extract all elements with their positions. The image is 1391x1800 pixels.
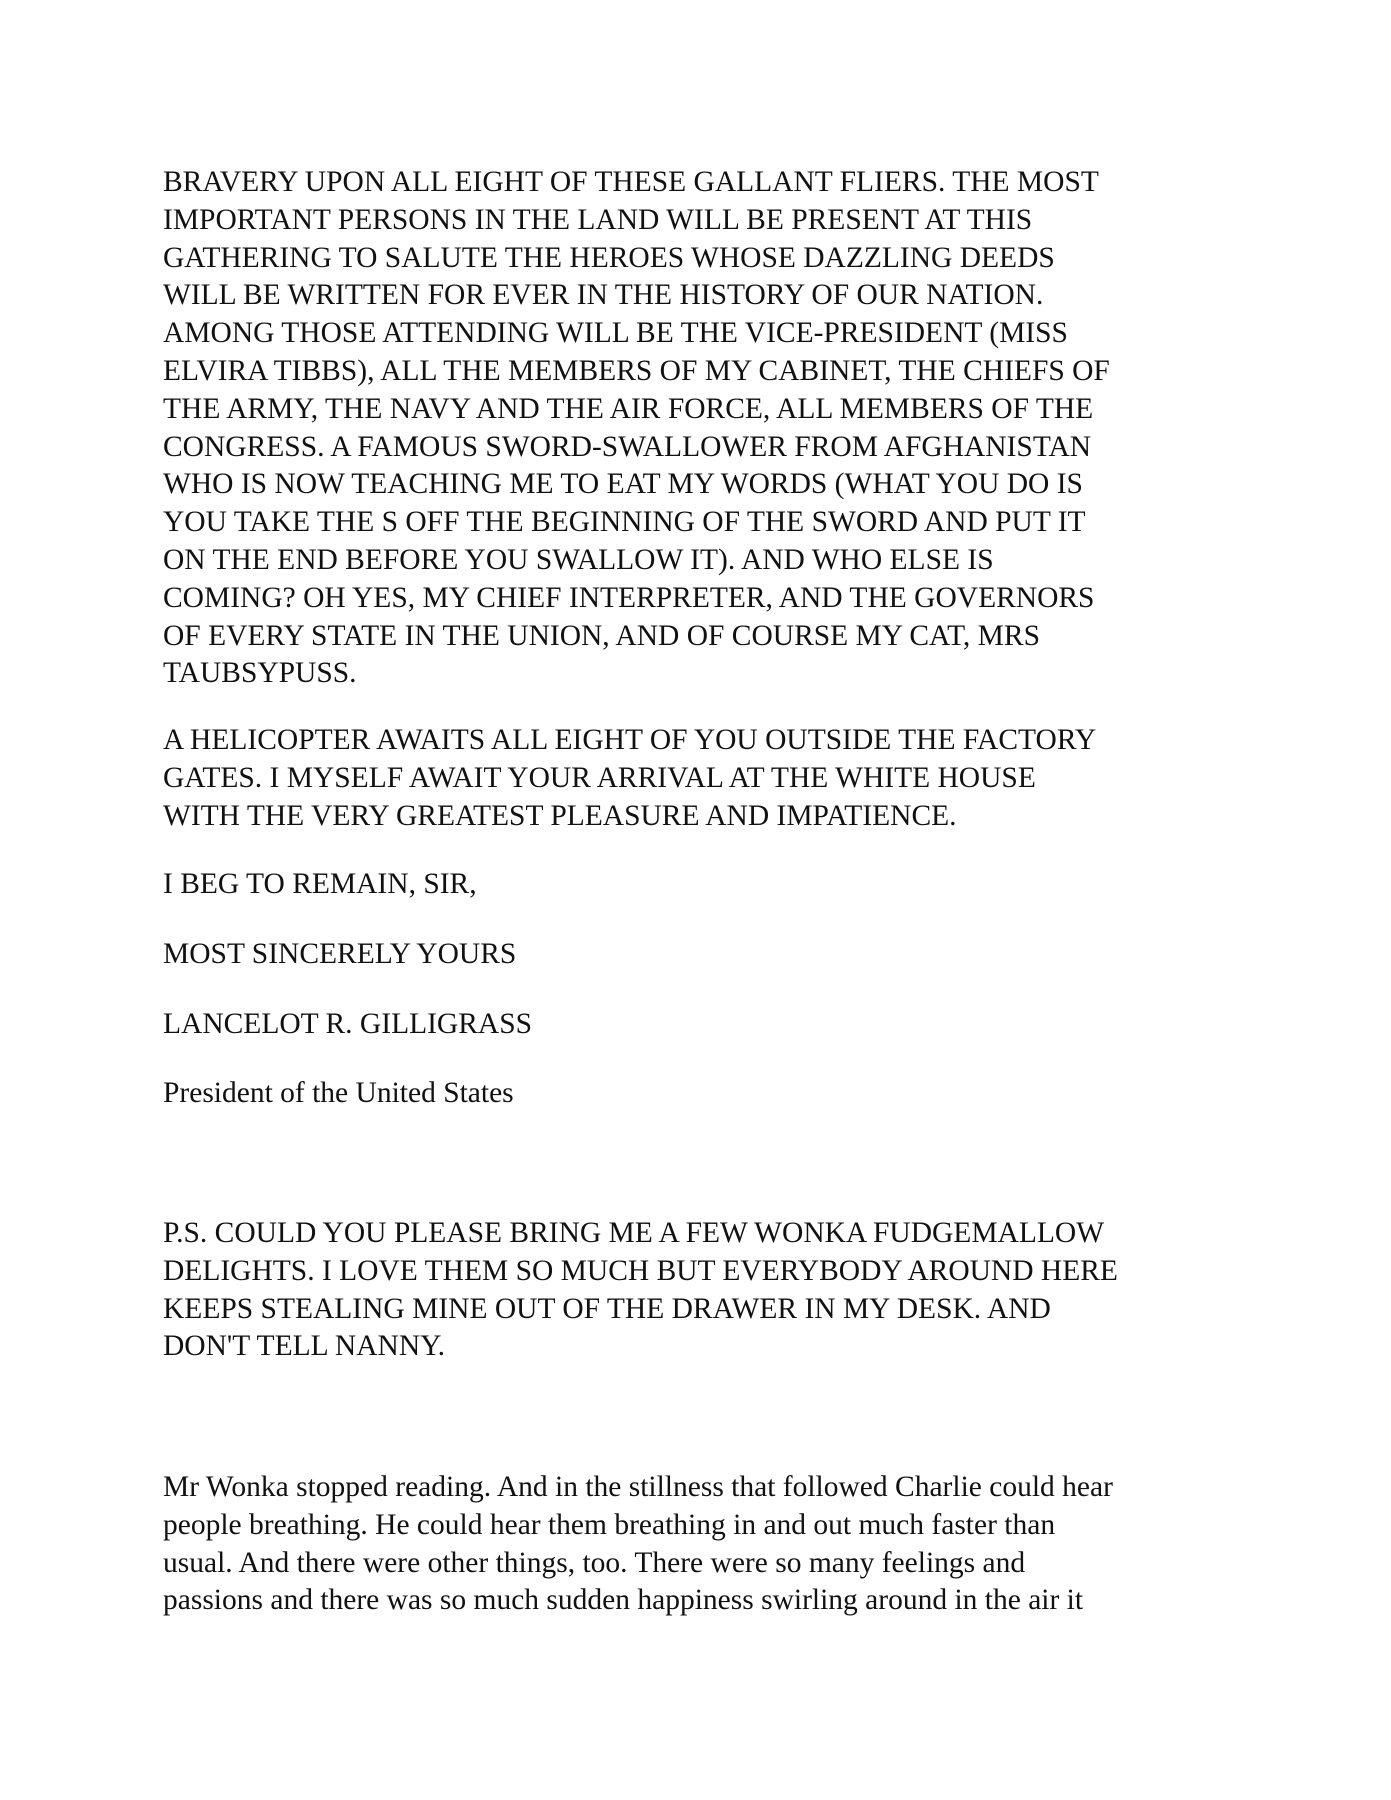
narrative-paragraph: Mr Wonka stopped reading. And in the stillness that followed Charlie could hear people breathing. He could hear them breathing in and out much faster than usual. And there were other things, too. There were so many feelings and passions and there was so much sudden happiness swirling around in the air it bbox=[163, 1471, 1113, 1617]
letter-body-paragraph: BRAVERY UPON ALL EIGHT OF THESE GALLANT FLIERS. THE MOST IMPORTANT PERSONS IN THE LAND WILL BE PRESENT AT THIS GATHERING TO SALUTE THE HEROES WHOSE DAZZLING DEEDS WILL BE WRITTEN FOR EVER IN THE HISTORY OF OUR NATION. AMONG THOSE ATTENDING WILL BE THE VICE-PRESIDENT (MISS ELVIRA TIBBS), ALL THE MEMBERS OF MY CABINET, THE CHIEFS OF THE ARMY, THE NAVY AND THE AIR FORCE, ALL MEMBERS OF THE CONGRESS. A FAMOUS SWORD-SWALLOWER FROM AFGHANISTAN WHO IS NOW TEACHING ME TO EAT MY WORDS (WHAT YOU DO IS YOU TAKE THE S OFF THE BEGINNING OF THE SWORD AND PUT IT ON THE END BEFORE YOU SWALLOW IT). AND WHO ELSE IS COMING? OH YES, MY CHIEF INTERPRETER, AND THE GOVERNORS OF EVERY STATE IN THE UNION, AND OF COURSE MY CAT, MRS TAUBSYPUSS. bbox=[163, 166, 1110, 690]
letter-valediction: MOST SINCERELY YOURS bbox=[163, 938, 517, 970]
letter-signature-title: President of the United States bbox=[163, 1077, 514, 1109]
letter-signature-name: LANCELOT R. GILLIGRASS bbox=[163, 1008, 533, 1040]
letter-closing-line: I BEG TO REMAIN, SIR, bbox=[163, 868, 477, 900]
letter-postscript: P.S. COULD YOU PLEASE BRING ME A FEW WONKA FUDGEMALLOW DELIGHTS. I LOVE THEM SO MUCH BUT EVERYBODY AROUND HERE KEEPS STEALING MINE OUT OF THE DRAWER IN MY DESK. AND DON'T TELL NANNY. bbox=[163, 1217, 1118, 1363]
letter-helicopter-paragraph: A HELICOPTER AWAITS ALL EIGHT OF YOU OUTSIDE THE FACTORY GATES. I MYSELF AWAIT YOUR ARRIVAL AT THE WHITE HOUSE WITH THE VERY GREATEST PLEASURE AND IMPATIENCE. bbox=[163, 724, 1097, 832]
